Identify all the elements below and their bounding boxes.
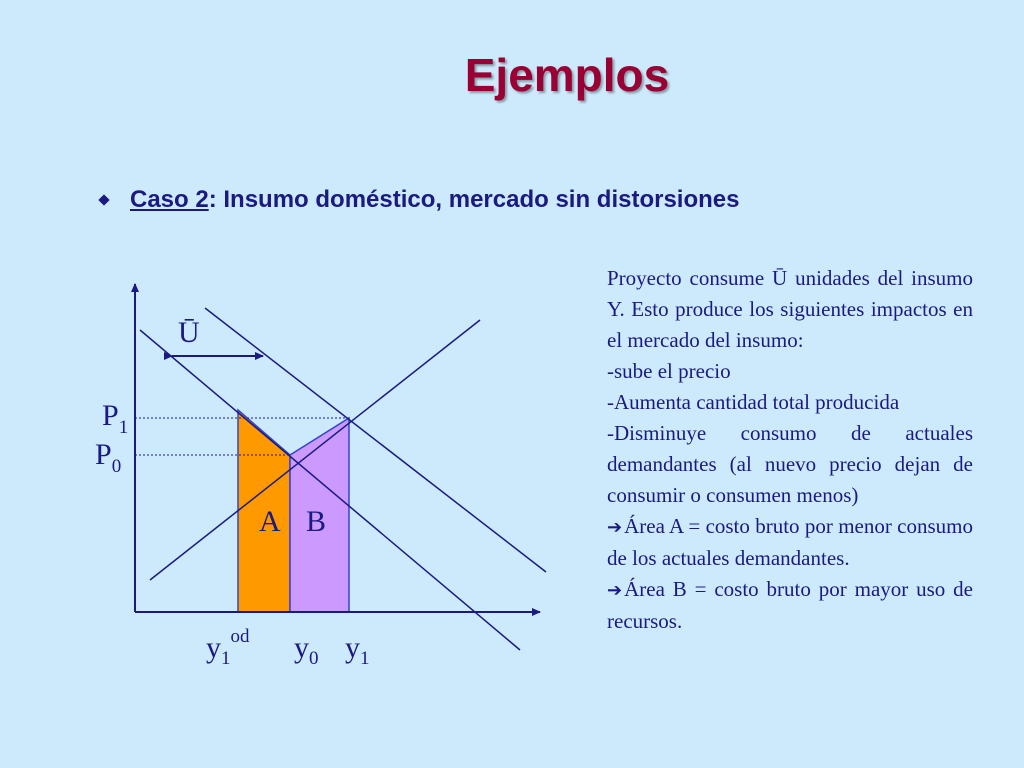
slide-title: Ejemplos [464,49,670,101]
p1-label: $P_1$ [102,399,129,438]
area-b-description: ➔Área B = costo bruto por mayor uso de recursos. [607,577,973,633]
description-intro: Proyecto consume Ū unidades del insumo Y. Esto produce los siguientes impactos en el mercado del insumo: [607,266,973,352]
impact-item: -Disminuye consumo de actuales demandantes (al nuevo precio dejan de consumir o consumen menos) [607,421,973,507]
y0-label: $y_0$ [294,631,319,669]
p0-label: $P_0$ [95,438,122,477]
case-text: : Insumo doméstico, mercado sin distorsiones [208,186,740,213]
area-a-label: A [259,505,281,538]
area-b-label: B [306,505,327,538]
description-text-block [607,263,973,637]
area-a-description: ➔Área A = costo bruto por menor consumo de los actuales demandantes. [607,514,973,570]
impact-item: -Aumenta cantidad total producida [607,390,900,414]
y1od-label: $y_1^{od}$ [206,626,250,669]
case-label: Caso 2 [130,186,209,213]
y1-label: $y_1$ [345,631,370,669]
impact-item: -sube el precio [607,359,731,383]
u-bar-label: Ū [178,316,200,349]
arrow-right-icon: ➔ [607,580,623,600]
arrow-right-icon: ➔ [607,517,623,537]
